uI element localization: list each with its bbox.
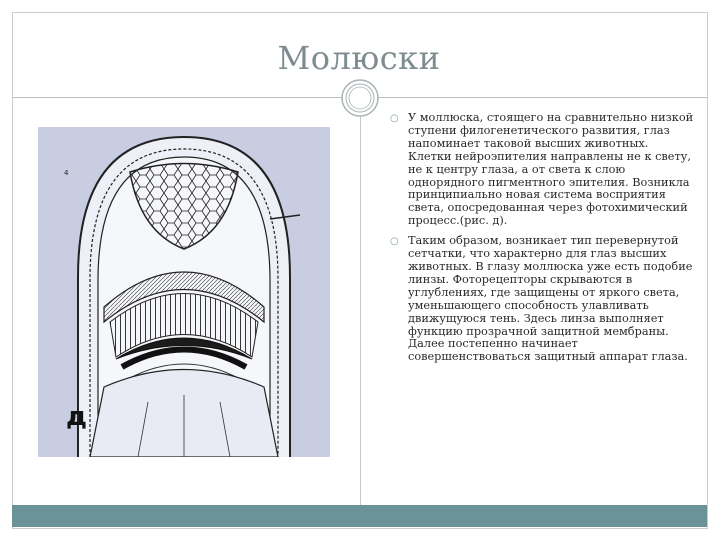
figure-small-mark: 4	[64, 169, 69, 177]
bullet-icon: ○	[390, 236, 399, 248]
slide-text-column	[390, 112, 695, 371]
bullet-item	[390, 112, 695, 228]
slide-title: Молюски	[277, 39, 441, 77]
mollusk-eye-figure	[38, 127, 330, 457]
column-divider	[360, 97, 361, 505]
bullet-item	[390, 235, 695, 364]
bottom-accent-bar	[12, 505, 707, 527]
bullet-icon: ○	[390, 113, 399, 124]
mollusk-eye-drawing	[38, 127, 330, 457]
bullet-text: Таким образом, возникает тип перевернутой сетчатки, что характерно для глаз высших животных. В глазу моллюска уже есть подобие линзы. Фоторецепторы скрываются в углублениях, где защищены от яркого света, уменьшающего способность улавливать движущуюся тень. Здесь линза выполняет функцию прозрачной защитной мембраны. Далее постепенно начинает совершенствоваться защитный аппарат глаза.	[408, 234, 693, 364]
figure-label: д	[66, 402, 87, 432]
circle-ornament-icon	[340, 78, 380, 118]
bullet-text: У моллюска, стоящего на сравнительно низкой ступени филогенетического развития, глаз напоминает таковой высших животных. Клетки нейроэпителия направлены не к свету, не к центру глаза, а от света к слою однорядного пигментного эпителия. Возникла принципиально новая система восприятия света, опосредованная через фотохимический процесс.(рис. д).	[408, 111, 694, 228]
